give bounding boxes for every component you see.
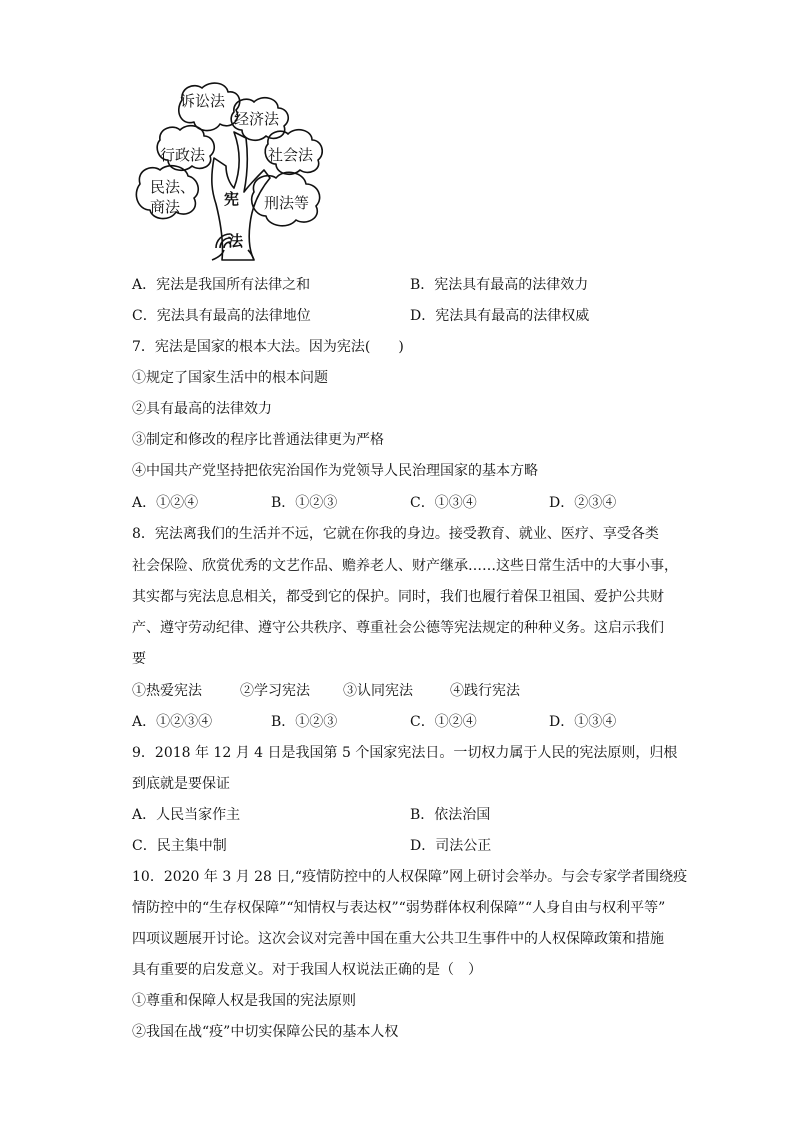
q7-option-c: C．①③④ bbox=[410, 495, 477, 511]
leaf-label-xingzheng: 行政法 bbox=[160, 146, 206, 164]
q7-option-b: B．①②③ bbox=[271, 495, 338, 511]
leaf-label-minfa: 民法、 bbox=[150, 178, 196, 196]
q9-option-b: B．依法治国 bbox=[410, 807, 491, 823]
q8-option-b: B．①②③ bbox=[271, 714, 338, 730]
q7-option-d: D．②③④ bbox=[549, 495, 617, 511]
q6-option-d: D．宪法具有最高的法律权威 bbox=[410, 308, 590, 324]
q6-option-b: B．宪法具有最高的法律效力 bbox=[410, 277, 589, 293]
q8-item: ③认同宪法 bbox=[343, 683, 413, 699]
q10-stem-line: 10．2020 年 3 月 28 日,“疫情防控中的人权保障”网上研讨会举办。与会专家学者围绕疫 bbox=[132, 869, 688, 885]
leaf-label-xingfa: 刑法等 bbox=[264, 194, 310, 212]
q8-option-a: A．①②③④ bbox=[132, 714, 213, 730]
q10-stem-line: 具有重要的启发意义。对于我国人权说法正确的是（ ） bbox=[132, 962, 482, 978]
q8-stem-line: 其实都与宪法息息相关，都受到它的保护。同时，我们也履行着保卫祖国、爱护公共财 bbox=[132, 589, 664, 605]
q8-stem-line: 社会保险、欣赏优秀的文艺作品、赡养老人、财产继承……这些日常生活中的大事小事， bbox=[132, 558, 678, 574]
q10-stem-line: 情防控中的“生存权保障”“知情权与表达权”“弱势群体权利保障”“人身自由与权利平等” bbox=[132, 900, 666, 916]
q6-option-a: A．宪法是我国所有法律之和 bbox=[132, 277, 311, 293]
q7-stem: 7．宪法是国家的根本大法。因为宪法( ) bbox=[132, 339, 404, 355]
law-tree-figure bbox=[130, 80, 340, 262]
q8-item: ②学习宪法 bbox=[240, 683, 310, 699]
q10-stem-line: 四项议题展开讨论。这次会议对完善中国在重大公共卫生事件中的人权保障政策和措施 bbox=[132, 931, 664, 947]
trunk-label-xian: 宪 bbox=[224, 190, 240, 208]
leaf-label-susong: 诉讼法 bbox=[180, 92, 226, 110]
q10-item: ①尊重和保障人权是我国的宪法原则 bbox=[132, 993, 356, 1009]
q9-stem-line: 9．2018 年 12 月 4 日是我国第 5 个国家宪法日。一切权力属于人民的宪法原则，归根 bbox=[132, 745, 678, 761]
leaf-label-shehui: 社会法 bbox=[268, 146, 314, 164]
q9-option-c: C．民主集中制 bbox=[132, 838, 227, 854]
q8-option-c: C．①②④ bbox=[410, 714, 477, 730]
q9-stem-line: 到底就是要保证 bbox=[132, 776, 230, 792]
q9-option-d: D．司法公正 bbox=[410, 838, 492, 854]
q10-item: ②我国在战“疫”中切实保障公民的基本人权 bbox=[132, 1024, 399, 1040]
trunk-label-fa: 法 bbox=[228, 232, 244, 250]
q8-item: ①热爱宪法 bbox=[132, 683, 202, 699]
q8-option-d: D．①③④ bbox=[549, 714, 617, 730]
q7-item: ③制定和修改的程序比普通法律更为严格 bbox=[132, 432, 384, 448]
q6-option-c: C．宪法具有最高的法律地位 bbox=[132, 308, 311, 324]
q7-option-a: A．①②④ bbox=[132, 495, 199, 511]
q7-item: ②具有最高的法律效力 bbox=[132, 401, 272, 417]
q7-item: ①规定了国家生活中的根本问题 bbox=[132, 370, 328, 386]
q8-stem-line: 产、遵守劳动纪律、遵守公共秩序、尊重社会公德等宪法规定的种种义务。这启示我们 bbox=[132, 620, 664, 636]
q8-item: ④践行宪法 bbox=[450, 683, 520, 699]
leaf-label-shangfa: 商法 bbox=[150, 198, 181, 216]
q8-stem-line: 8．宪法离我们的生活并不远，它就在你我的身边。接受教育、就业、医疗、享受各类 bbox=[132, 526, 659, 542]
q7-item: ④中国共产党坚持把依宪治国作为党领导人民治理国家的基本方略 bbox=[132, 463, 538, 479]
q8-stem-line: 要 bbox=[132, 651, 146, 667]
q9-option-a: A．人民当家作主 bbox=[132, 807, 241, 823]
leaf-label-jingji: 经济法 bbox=[234, 110, 280, 128]
